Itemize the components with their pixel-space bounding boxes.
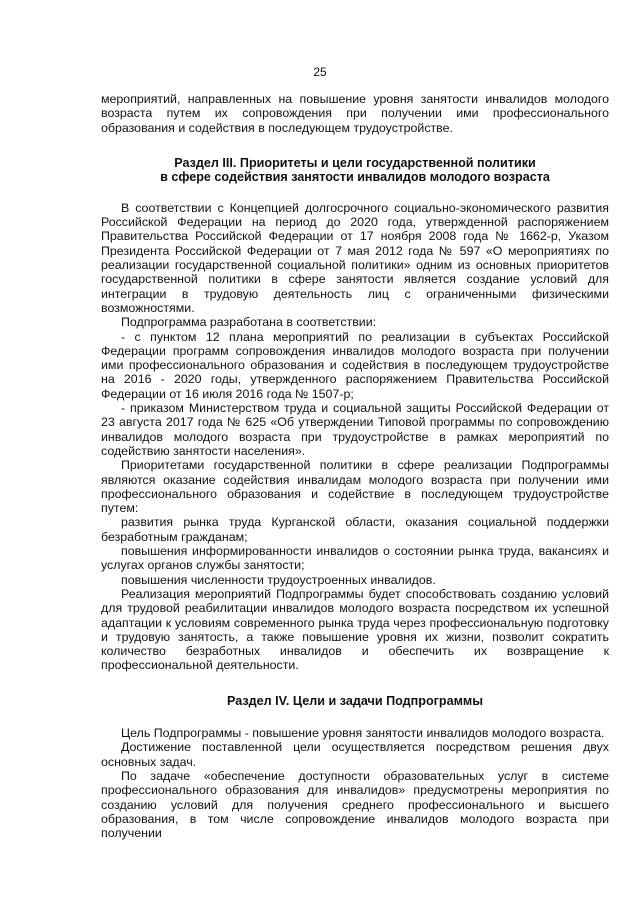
section-3-paragraph-4: Реализация мероприятий Подпрограммы будет способствовать созданию условий для трудовой реабилитации инвалидов молодого возраста посредством их успешной адаптации к условиям современного рынка труда через профессиональную подготовку и трудовую занятость, а также повышение уровня их жизни, позволит сократить количество безработных инвалидов и обеспечить их возвращение к профессиональной деятельности. bbox=[101, 586, 609, 673]
page-content bbox=[101, 92, 609, 841]
section-3-list-item-1: - с пунктом 12 плана мероприятий по реализации в субъектах Российской Федерации программ сопровождения инвалидов молодого возраста при получении ими профессионального образования и содействия в последующем трудоустройстве на 2016 - 2020 годы, утвержденного распоряжением Правительства Российской Федерации от 16 июля 2016 года № 1507-р; bbox=[101, 329, 609, 401]
page-number: 25 bbox=[313, 65, 327, 79]
section-3-heading bbox=[101, 156, 609, 185]
section-3-paragraph-2: Подпрограмма разработана в соответствии: bbox=[121, 315, 377, 330]
section-3-priority-3: повышения численности трудоустроенных инвалидов. bbox=[121, 572, 436, 587]
section-3-heading-line-2: в сфере содействия занятости инвалидов молодого возраста bbox=[160, 170, 550, 185]
section-4-paragraph-2: Достижение поставленной цели осуществляется посредством решения двух основных задач. bbox=[101, 740, 609, 769]
section-4-paragraph-3: По задаче «обеспечение доступности образовательных услуг в системе профессионального образования для инвалидов» предусмотрены мероприятия по созданию условий для получения среднего профессионального и высшего образования, в том числе сопровождение инвалидов молодого возраста при получении bbox=[101, 769, 609, 841]
section-3-list-item-2: - приказом Министерством труда и социальной защиты Российской Федерации от 23 августа 2017 года № 625 «Об утверждении Типовой программы по сопровождению инвалидов молодого возраста при трудоустройстве в рамках мероприятий по содействию занятости населения». bbox=[101, 401, 609, 458]
section-3-paragraph-1: В соответствии с Концепцией долгосрочного социально-экономического развития Российской Федерации на период до 2020 года, утвержденной распоряжением Правительства Российской Федерации от 17 ноября 2008 года № 1662-р, Указом Президента Российской Федерации от 7 мая 2012 года № 597 «О мероприятиях по реализации государственной социальной политики» одним из основных приоритетов государственной политики в сфере занятости является создание условий для интеграции в трудовую деятельность лиц с ограниченными физическими возможностями. bbox=[101, 200, 609, 315]
section-3-priority-2: повышения информированности инвалидов о состоянии рынка труда, вакансиях и услугах органов службы занятости; bbox=[101, 544, 609, 573]
section-3-paragraph-3: Приоритетами государственной политики в сфере реализации Подпрограммы являются оказание содействия инвалидам молодого возраста при получении ими профессионального образования и содействие в последующем трудоустройстве путем: bbox=[101, 458, 609, 516]
intro-continuation-paragraph: мероприятий, направленных на повышение уровня занятости инвалидов молодого возраста путем их сопровождения при получении ими профессионального образования и содействия в последующем трудоустройстве. bbox=[101, 92, 609, 135]
section-3-heading-line-1: Раздел III. Приоритеты и цели государственной политики bbox=[174, 155, 536, 170]
section-3-priority-1: развития рынка труда Курганской области, оказания социальной поддержки безработным гражданам; bbox=[101, 515, 609, 544]
section-4-heading: Раздел IV. Цели и задачи Подпрограммы bbox=[227, 693, 483, 708]
section-4-paragraph-1: Цель Подпрограммы - повышение уровня занятости инвалидов молодого возраста. bbox=[121, 726, 605, 741]
